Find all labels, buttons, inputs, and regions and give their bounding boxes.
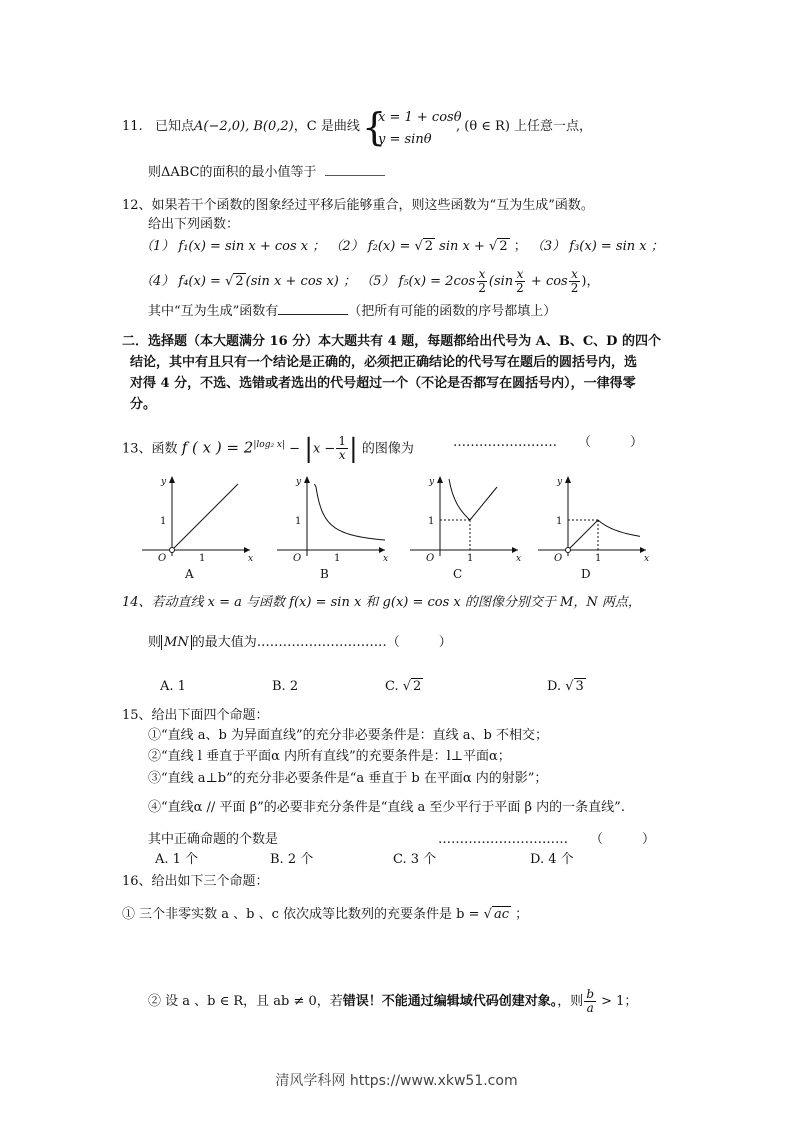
graph-d-curve [568,520,640,550]
q14-line2: 则 MN 的最大值为…………………………（ ） [148,635,452,650]
graph-c-y-tick-label: 1 [428,516,435,527]
q16-prop2: ② 设 a 、b ∈ R，且 ab ≠ 0，若错误！不能通过编辑域代码创建对象。，则 $\frac{b}{a}$ > 1； [148,987,638,1015]
q14-option-a[interactable]: A. 1 [160,679,186,694]
q11-question: 则ΔABC的面积的最小值等于 [148,164,385,182]
section2-line3: 对得 4 分，不选、选错或者选出的代号超过一个（不论是否都写在圆括号内），一律得零 [130,376,636,391]
graph-b-y-arrow [304,476,310,483]
q12-question: 其中“互为生成”函数有 （把所有可能的函数的序号都填上） [148,304,557,319]
section2-line1: 二．选择题（本大题满分 16 分）本大题共有 4 题，每题都给出代号为 A、B、C、D 的四个 [122,334,661,349]
q11-system [378,107,462,151]
graph-a-y-arrow [169,476,175,483]
graph-a-origin-label: O [158,553,167,564]
q13-option-graphs [140,470,660,585]
q14-answer-paren[interactable]: （ ） [386,635,452,650]
q11-answer-blank[interactable] [325,165,385,176]
graph-c-y-label: y [429,477,435,487]
q12-answer-blank[interactable] [278,302,348,315]
graph-d-origin-label: O [554,553,563,564]
q11-condition: , (θ ∈ R) 上任意一点， [456,119,593,134]
q15-option-c[interactable]: C. 3 个 [393,852,437,867]
graph-a-label: A [185,567,194,581]
q12-line2: 给出下列函数： [148,217,240,232]
q15-ask: 其中正确命题的个数是 [148,832,279,847]
q12-functions-row1: （1） f₁(x) = sin x + cos x ； （2） f₂(x) = √ 2 sin x + √ 2 ； （3） f₃(x) = sin x ； [140,239,664,254]
graph-c-y-arrow [437,476,443,483]
graph-c-curve [449,479,497,520]
q15-answer-paren[interactable]: （ ） [590,832,656,847]
graph-b-label: B [320,567,329,581]
footer-watermark: 清风学科网 https://www.xkw51.com [275,1073,518,1089]
graph-b-y-tick-label: 1 [295,516,302,527]
q15-dots: ………………………… [438,832,568,847]
q11-number: 11. [122,119,143,134]
graph-a-x-tick-label: 1 [199,553,206,564]
q11-eq1: x = 1 + cosθ [378,110,462,125]
graph-b-x-arrow [379,547,385,553]
q13-dots: …………………… [453,435,557,450]
graph-a-y-label: y [161,477,167,487]
q15-option-a[interactable]: A. 1 个 [155,852,199,867]
graph-d-x-label: x [644,554,650,564]
graph-b-x-label: x [383,554,389,564]
graph-a-open-point [170,548,175,553]
graph-b-origin-label: O [293,553,302,564]
q14-option-c[interactable]: C. √ 2 [385,679,422,694]
graph-c-x-label: x [516,554,522,564]
q13-answer-paren[interactable]: （ ） [578,435,644,450]
graph-c-label: C [453,567,463,581]
q15-prop1: ①“直线 a、b 为异面直线”的充分非必要条件是：直线 a、b 不相交； [148,728,548,743]
q15-option-b[interactable]: B. 2 个 [270,852,314,867]
q14-line1: 14、若动直线 x = a 与函数 f(x) = sin x 和 g(x) = cos x 的图像分别交于 M，N 两点， [122,595,641,610]
graph-d-open-point [566,548,571,553]
graph-b-x-tick-label: 1 [334,553,341,564]
q14-option-d[interactable]: D. √ 3 [547,679,584,694]
graph-c-x-tick-label: 1 [467,553,474,564]
graph-b-curve [315,484,386,540]
graph-d-y-arrow [565,476,571,483]
q11-text-pre: 已知点A(−2,0), B(0,2)，C 是曲线 [155,119,360,134]
q16-title: 16、给出如下三个命题： [122,874,269,889]
q12-functions-row2: （4） f₄(x) = √ 2 (sin x + cos x) ； （5） f₅(x) = 2cos $\frac{x}{2}$ (sin $\frac{x}{2}$ + cos $\frac{x}{2}$ )， [140,267,600,295]
q15-title: 15、给出下面四个命题： [122,708,269,723]
graph-d-y-label: y [557,477,563,487]
q15-prop2: ②“直线 l 垂直于平面α 内所有直线”的充要条件是：l⊥平面α； [148,749,511,764]
graph-d-x-tick-label: 1 [595,553,602,564]
section2-line2: 结论，其中有且只有一个结论是正确的，必须把正确结论的代号写在题后的圆括号内，选 [130,355,638,370]
q11-brace: { [362,105,387,149]
graph-a-y-tick-label: 1 [160,516,167,527]
q11-eq2: y = sinθ [378,132,432,147]
graph-d-label: D [581,567,591,581]
graph-c-origin-label: O [426,553,435,564]
q15-option-d[interactable]: D. 4 个 [530,852,574,867]
graph-a-x-arrow [244,547,250,553]
q12-line1: 12、如果若干个函数的图象经过平移后能够重合，则这些函数为“互为生成”函数。 [122,198,594,213]
section2-line4: 分。 [130,397,157,412]
graph-c-x-arrow [512,547,518,553]
q13-stem: 13、函数 f ( x ) = $2^{|log_2 x|} - |x$ − $\frac{1}{x}$ | 的图像为 [122,433,414,464]
graph-b-y-label: y [296,477,302,487]
q14-option-b[interactable]: B. 2 [272,679,299,694]
q16-field-error: 错误！不能通过编辑域代码创建对象。 [342,994,558,1009]
q15-prop4: ④“直线α // 平面 β”的必要非充分条件是“直线 a 至少平行于平面 β 内的一条直线”. [148,800,625,815]
graph-a-curve [172,484,238,550]
q16-prop1: ① 三个非零实数 a 、b 、c 依次成等比数列的充要条件是 b = √ ac ； [122,907,529,922]
graph-d-x-arrow [640,547,646,553]
graph-a-x-label: x [248,554,254,564]
q15-prop3: ③“直线 a⊥b”的充分非必要条件是“a 垂直于 b 在平面α 内的射影”； [148,771,548,786]
graph-d-y-tick-label: 1 [556,516,563,527]
